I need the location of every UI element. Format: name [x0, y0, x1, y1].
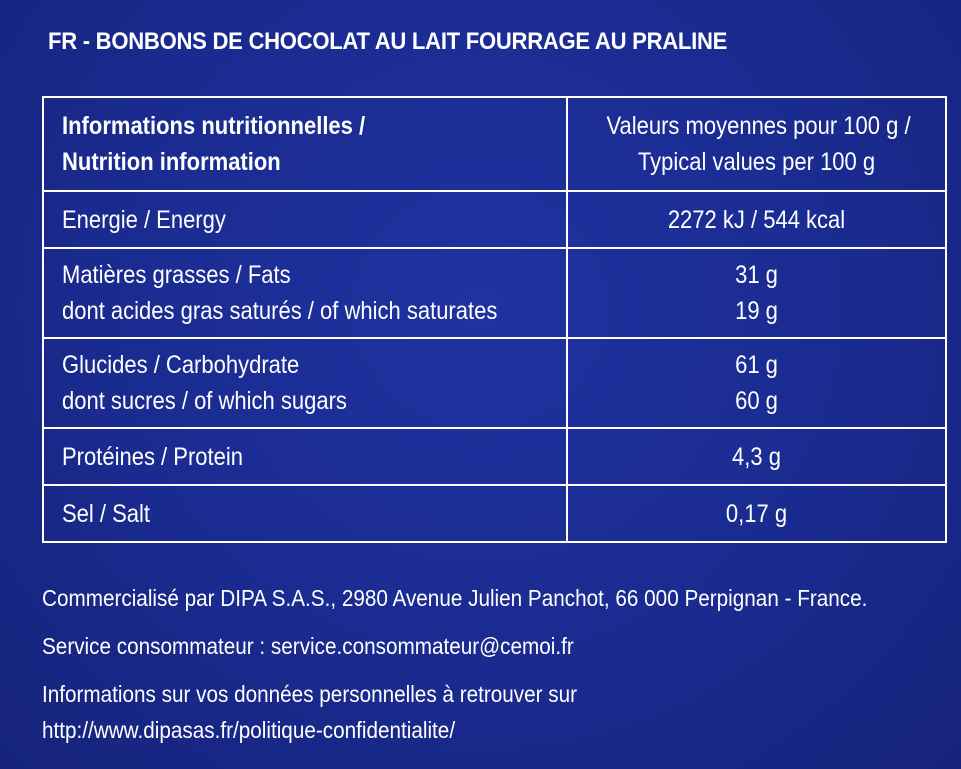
header-value-en: Typical values per 100 g: [637, 148, 876, 176]
carb-label: Glucides / Carbohydrate: [62, 351, 300, 379]
header-label-cell: [43, 97, 567, 191]
nutrition-table: [42, 96, 947, 543]
footer-privacy-url: http://www.dipasas.fr/politique-confidentialite/: [42, 717, 456, 743]
sugars-value: 60 g: [735, 387, 778, 415]
fat-value-cell: [567, 248, 946, 338]
carb-value: 61 g: [735, 351, 778, 379]
energy-label: Energie / Energy: [62, 205, 226, 234]
header-label-en: Nutrition information: [62, 148, 281, 176]
fat-label: Matières grasses / Fats: [62, 261, 291, 289]
sugars-label: dont sucres / of which sugars: [62, 387, 347, 415]
energy-label-cell: [43, 191, 567, 248]
energy-value: 2272 kJ / 544 kcal: [667, 205, 846, 234]
footer-company: Commercialisé par DIPA S.A.S., 2980 Avenue Julien Panchot, 66 000 Perpignan - France.: [42, 585, 868, 611]
saturates-label: dont acides gras saturés / of which saturates: [62, 297, 498, 325]
protein-label-cell: [43, 428, 567, 485]
table-row-energy: [43, 191, 946, 248]
table-row-protein: [43, 428, 946, 485]
salt-value: 0,17 g: [725, 499, 788, 528]
table-row-carbohydrate: [43, 338, 946, 428]
protein-value-cell: [567, 428, 946, 485]
footer-info: [42, 580, 867, 748]
salt-label-cell: [43, 485, 567, 542]
protein-label: Protéines / Protein: [62, 442, 243, 471]
salt-value-cell: [567, 485, 946, 542]
header-value-cell: [567, 97, 946, 191]
energy-value-cell: [567, 191, 946, 248]
product-title: FR - BONBONS DE CHOCOLAT AU LAIT FOURRAGE AU PRALINE: [48, 28, 728, 55]
fat-value: 31 g: [735, 261, 778, 289]
carb-label-cell: [43, 338, 567, 428]
table-row-fat: [43, 248, 946, 338]
footer-privacy-text: Informations sur vos données personnelles à retrouver sur: [42, 681, 578, 707]
table-header-row: [43, 97, 946, 191]
salt-label: Sel / Salt: [62, 499, 151, 528]
footer-service: Service consommateur : service.consommateur@cemoi.fr: [42, 633, 574, 659]
table-row-salt: [43, 485, 946, 542]
header-label-fr: Informations nutritionnelles /: [62, 112, 366, 140]
protein-value: 4,3 g: [732, 442, 781, 471]
carb-value-cell: [567, 338, 946, 428]
fat-label-cell: [43, 248, 567, 338]
header-value-fr: Valeurs moyennes pour 100 g /: [606, 112, 911, 140]
saturates-value: 19 g: [735, 297, 778, 325]
